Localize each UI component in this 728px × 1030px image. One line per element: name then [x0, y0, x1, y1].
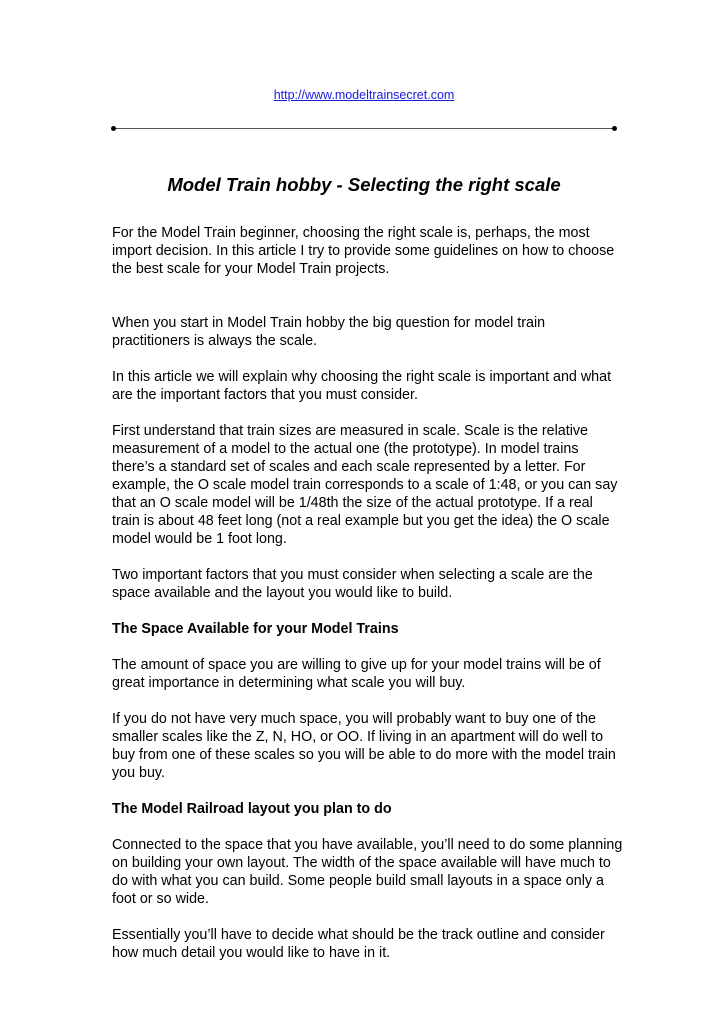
section-heading-layout: The Model Railroad layout you plan to do [112, 801, 392, 817]
paragraph: The amount of space you are willing to give up for your model trains will be of great importance in determining what scale you will buy. [112, 657, 601, 691]
intro-paragraph: For the Model Train beginner, choosing the right scale is, perhaps, the most import decision. In this article I try to provide some guidelines on how to choose the best scale for your Model Train projects. [112, 225, 615, 277]
divider-right-dot [612, 126, 617, 131]
header-divider [113, 128, 616, 129]
paragraph: When you start in Model Train hobby the big question for model train practitioners is always the scale. [112, 315, 546, 349]
paragraph: First understand that train sizes are measured in scale. Scale is the relative measurement of a model to the actual one (the prototype). In model trains there’s a standard set of scales and each scale represented by a letter. For example, the O scale model train corresponds to a scale of 1:48, or you can say that an O scale model will be 1/48th the size of the actual prototype. If a real train is about 48 feet long (not a real example but you get the idea) the O scale model would be 1 foot long. [112, 423, 618, 547]
paragraph: In this article we will explain why choosing the right scale is important and what are the important factors that you must consider. [112, 369, 612, 403]
paragraph: Essentially you’ll have to decide what should be the track outline and consider how much detail you would like to have in it. [112, 927, 605, 961]
article-title: Model Train hobby - Selecting the right scale [167, 174, 561, 195]
divider-left-dot [111, 126, 116, 131]
header-url-link[interactable]: http://www.modeltrainsecret.com [273, 88, 455, 102]
section-heading-space: The Space Available for your Model Trains [112, 621, 399, 637]
article-body [112, 224, 624, 980]
paragraph: Connected to the space that you have available, you’ll need to do some planning on building your own layout. The width of the space available will have much to do with what you can build. Some people build small layouts in a space only a foot or so wide. [112, 837, 623, 907]
paragraph: Two important factors that you must consider when selecting a scale are the space available and the layout you would like to build. [112, 567, 593, 601]
paragraph: If you do not have very much space, you will probably want to buy one of the smaller scales like the Z, N, HO, or OO. If living in an apartment will do well to buy from one of these scales so you will be able to do more with the model train you buy. [112, 711, 616, 781]
